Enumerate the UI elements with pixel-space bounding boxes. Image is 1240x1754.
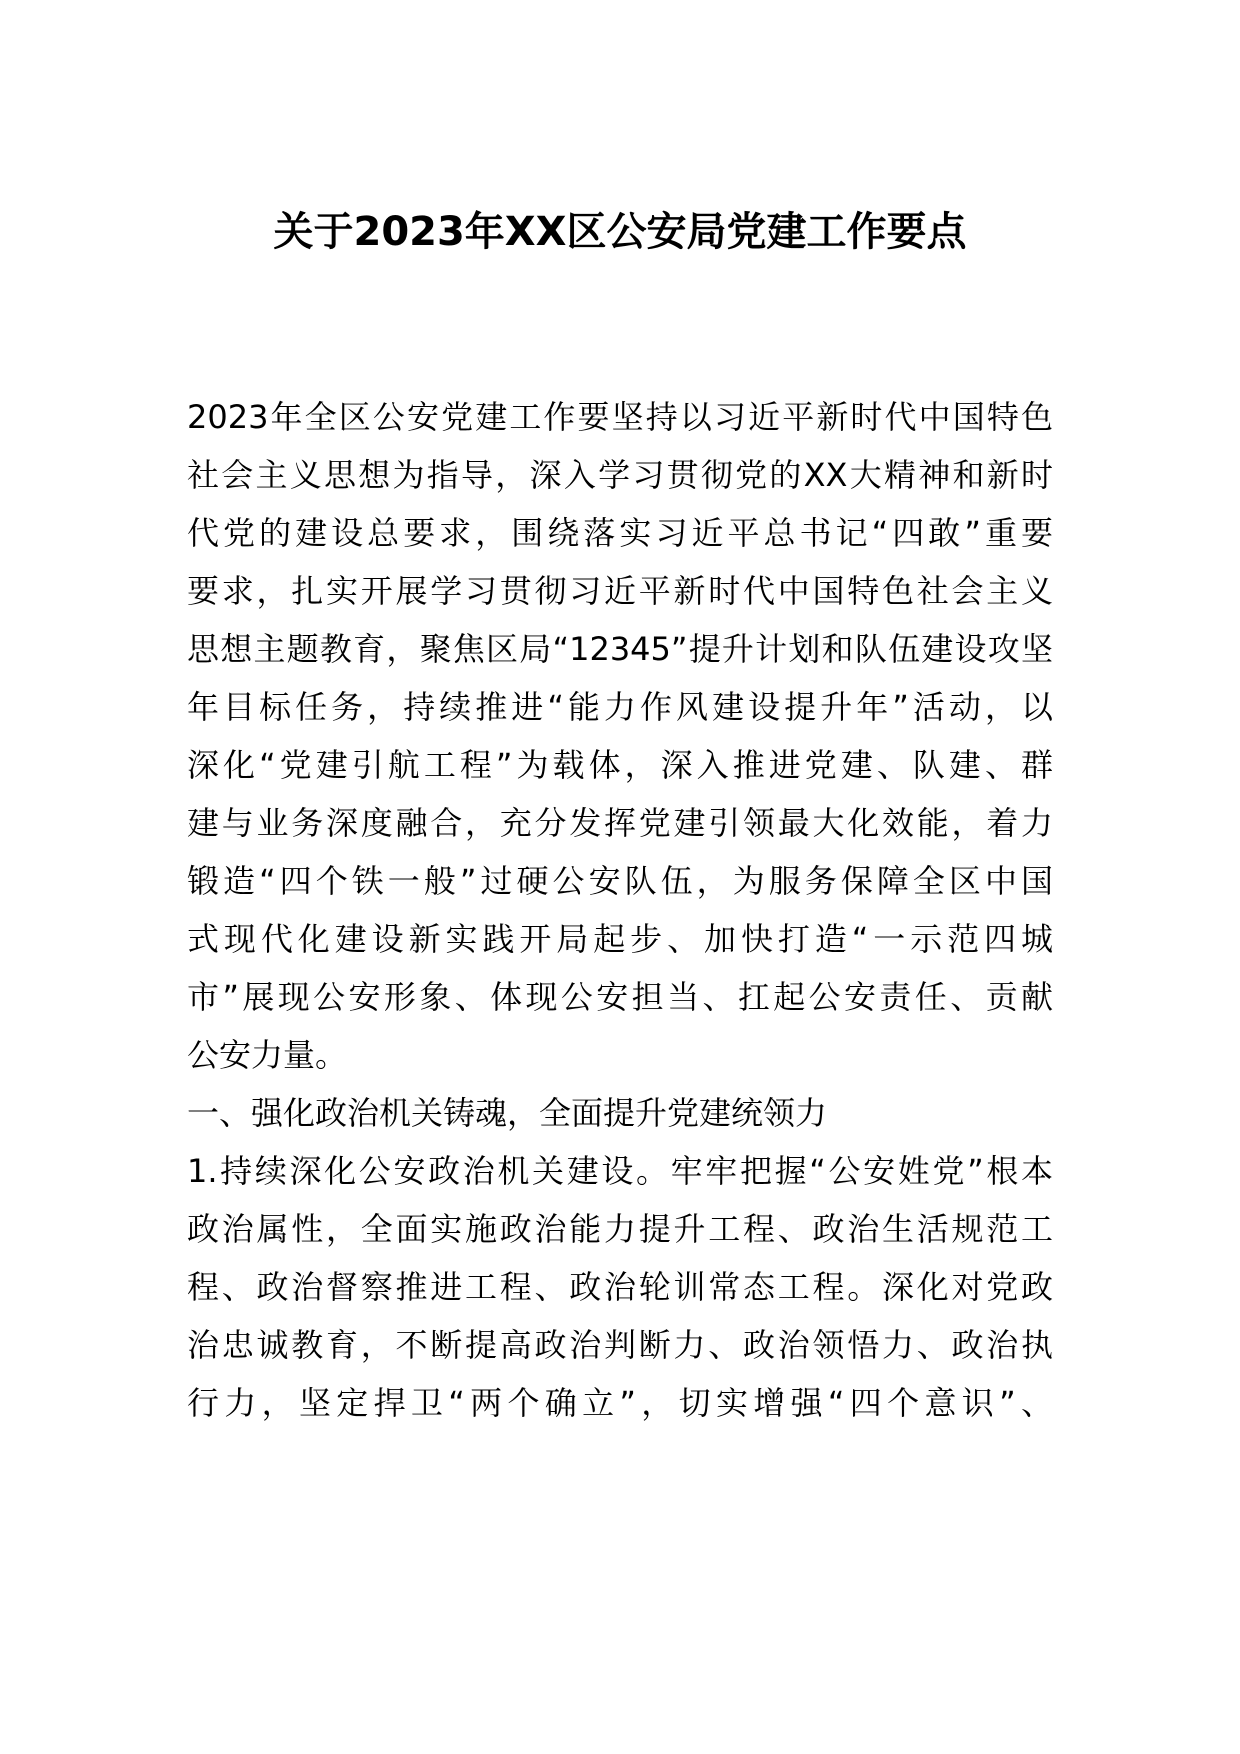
text-line: 锻造“四个铁一般”过硬公安队伍，为服务保障全区中国 — [187, 862, 1053, 900]
text-line: 行力，坚定捍卫“两个确立”，切实增强“四个意识”、 — [187, 1384, 1053, 1422]
text-line: 市”展现公安形象、体现公安担当、扛起公安责任、贡献 — [187, 978, 1053, 1016]
paragraph-intro — [187, 388, 1053, 1084]
heading-line: 一、强化政治机关铸魂，全面提升党建统领力 — [187, 1094, 828, 1132]
text-line: 深化“党建引航工程”为载体，深入推进党建、队建、群 — [187, 746, 1053, 784]
text-line: 公安力量。 — [187, 1036, 348, 1074]
paragraph-item-1 — [187, 1142, 1053, 1432]
text-line: 政治属性，全面实施政治能力提升工程、政治生活规范工 — [187, 1210, 1053, 1248]
text-line: 1.持续深化公安政治机关建设。牢牢把握“公安姓党”根本 — [187, 1152, 1053, 1190]
text-line: 建与业务深度融合，充分发挥党建引领最大化效能，着力 — [187, 804, 1053, 842]
section-heading-1 — [187, 1084, 1053, 1142]
text-line: 代党的建设总要求，围绕落实习近平总书记“四敢”重要 — [187, 514, 1053, 552]
text-line: 式现代化建设新实践开局起步、加快打造“一示范四城 — [187, 920, 1053, 958]
text-line: 2023年全区公安党建工作要坚持以习近平新时代中国特色 — [187, 398, 1053, 436]
document-body — [187, 388, 1053, 1432]
text-line: 治忠诚教育，不断提高政治判断力、政治领悟力、政治执 — [187, 1326, 1053, 1364]
text-line: 要求，扎实开展学习贯彻习近平新时代中国特色社会主义 — [187, 572, 1053, 610]
text-line: 年目标任务，持续推进“能力作风建设提升年”活动，以 — [187, 688, 1053, 726]
text-line: 思想主题教育，聚焦区局“12345”提升计划和队伍建设攻坚 — [187, 630, 1053, 668]
text-line: 程、政治督察推进工程、政治轮训常态工程。深化对党政 — [187, 1268, 1053, 1306]
text-line: 社会主义思想为指导，深入学习贯彻党的XX大精神和新时 — [187, 456, 1053, 494]
document-title: 关于2023年XX区公安局党建工作要点 — [273, 209, 967, 255]
